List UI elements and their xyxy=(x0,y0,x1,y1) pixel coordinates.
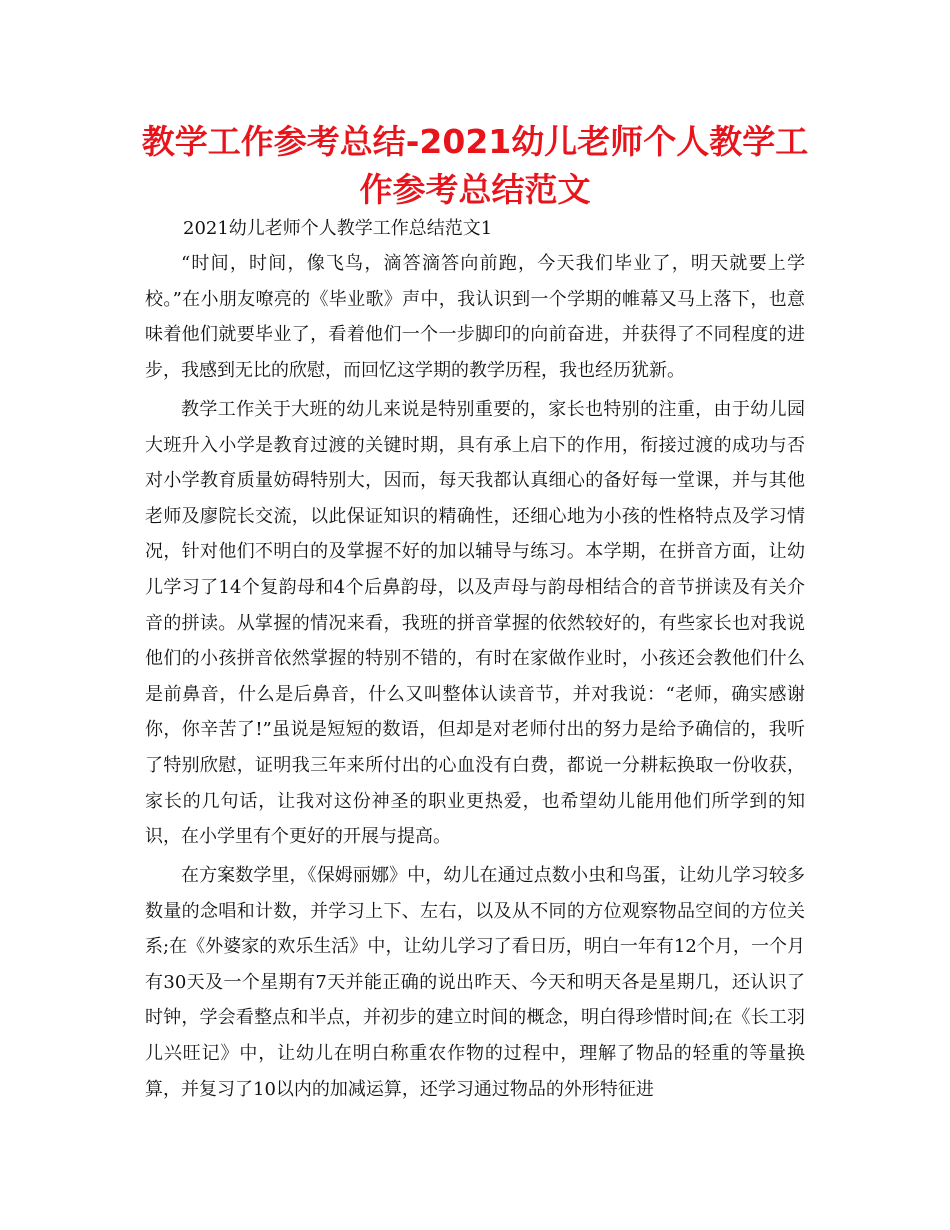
paragraph-2: 教学工作关于大班的幼儿来说是特别重要的，家长也特别的注重，由于幼儿园大班升入小学是教育过渡的关键时期，具有承上启下的作用，衔接过渡的成功与否对小学教育质量妨碍特别大，因而，每天我都认真细心的备好每一堂课，并与其他老师及廖院长交流，以此保证知识的精确性，还细心地为小孩的性格特点及学习情况，针对他们不明白的及掌握不好的加以辅导与练习。本学期，在拼音方面，让幼儿学习了14个复韵母和4个后鼻韵母，以及声母与韵母相结合的音节拼读及有关介音的拼读。从掌握的情况来看，我班的拼音掌握的依然较好的，有些家长也对我说他们的小孩拼音依然掌握的特别不错的，有时在家做作业时，小孩还会教他们什么是前鼻音，什么是后鼻音，什么又叫整体认读音节，并对我说：“老师，确实感谢你，你辛苦了!”虽说是短短的数语，但却是对老师付出的努力是给予确信的，我听了特别欣慰，证明我三年来所付出的心血没有白费，都说一分耕耘换取一份收获，家长的几句话，让我对这份神圣的职业更热爱，也希望幼儿能用他们所学到的知识，在小学里有个更好的开展与提高。 xyxy=(145,399,805,848)
paragraph-1: “时间，时间，像飞鸟，滴答滴答向前跑，今天我们毕业了，明天就要上学校。”在小朋友嘹亮的《毕业歌》声中，我认识到一个学期的帷幕又马上落下，也意味着他们就要毕业了，看着他们一个一步脚印的向前奋进，并获得了不同程度的进步，我感到无比的欣慰，而回忆这学期的教学历程，我也经历犹新。 xyxy=(145,253,805,381)
paragraph-3: 在方案数学里，《保姆丽娜》中，幼儿在通过点数小虫和鸟蛋，让幼儿学习较多数量的念唱和计数，并学习上下、左右，以及从不同的方位观察物品空间的方位关系;在《外婆家的欢乐生活》中，让幼儿学习了看日历，明白一年有12个月，一个月有30天及一个星期有7天并能正确的说出昨天、今天和明天各是星期几，还认识了时钟，学会看整点和半点，并初步的建立时间的概念，明白得珍惜时间;在《长工羽儿兴旺记》中，让幼儿在明白称重农作物的过程中，理解了物品的轻重的等量换算，并复习了10以内的加减运算，还学习通过物品的外形特征进 xyxy=(145,865,805,1100)
document-subheading: 2021幼儿老师个人教学工作总结范文1 xyxy=(183,218,493,239)
document-title: 教学工作参考总结-2021幼儿老师个人教学工作参考总结范文 xyxy=(141,122,809,209)
